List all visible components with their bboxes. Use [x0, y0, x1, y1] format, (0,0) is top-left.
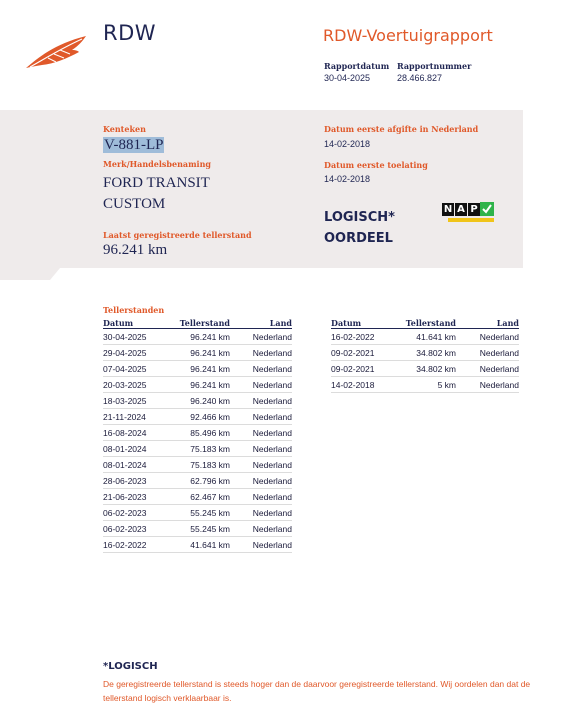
- last-odometer-label: Laatst geregistreerde tellerstand: [103, 230, 252, 240]
- row-date: 14-02-2018: [331, 377, 403, 393]
- footnote-title: *LOGISCH: [103, 661, 158, 672]
- report-number-label: Rapportnummer: [397, 61, 472, 71]
- row-date: 30-04-2025: [103, 329, 175, 345]
- table-row: [103, 409, 292, 425]
- row-odometer: 62.467 km: [175, 489, 230, 505]
- panel-tail-decoration: [0, 268, 60, 280]
- table-row: [103, 425, 292, 441]
- table-row: [103, 393, 292, 409]
- row-date: 29-04-2025: [103, 345, 175, 361]
- table-row: [331, 377, 519, 393]
- row-odometer: 75.183 km: [175, 457, 230, 473]
- row-country: Nederland: [230, 409, 292, 425]
- plate-number: V-881-LP: [104, 137, 164, 153]
- row-odometer: 96.241 km: [175, 345, 230, 361]
- odometer-table-right: [331, 317, 519, 393]
- last-odometer-value: 96.241 km: [103, 242, 168, 258]
- row-date: 06-02-2023: [103, 521, 175, 537]
- row-date: 06-02-2023: [103, 505, 175, 521]
- row-country: Nederland: [230, 473, 292, 489]
- first-issue-nl-label: Datum eerste afgifte in Nederland: [324, 124, 479, 134]
- table-row: [103, 345, 292, 361]
- row-odometer: 55.245 km: [175, 521, 230, 537]
- nap-letter-a: A: [455, 203, 467, 216]
- row-odometer: 85.496 km: [175, 425, 230, 441]
- row-odometer: 62.796 km: [175, 473, 230, 489]
- col-land-header: Land: [230, 317, 292, 329]
- row-country: Nederland: [230, 425, 292, 441]
- table-row: [103, 537, 292, 553]
- row-date: 09-02-2021: [331, 345, 403, 361]
- row-date: 28-06-2023: [103, 473, 175, 489]
- table-row: [103, 457, 292, 473]
- row-country: Nederland: [230, 489, 292, 505]
- odometer-judgement: [324, 207, 395, 249]
- row-country: Nederland: [230, 377, 292, 393]
- first-admission-label: Datum eerste toelating: [324, 160, 428, 170]
- row-date: 21-11-2024: [103, 409, 175, 425]
- odometer-table-left: [103, 317, 292, 553]
- nap-logo: [442, 203, 494, 223]
- nap-letter-n: N: [443, 204, 453, 215]
- row-date: 20-03-2025: [103, 377, 175, 393]
- judgement-line-1: LOGISCH*: [324, 210, 395, 225]
- row-country: Nederland: [456, 377, 519, 393]
- make-line-2: CUSTOM: [103, 196, 166, 212]
- row-odometer: 92.466 km: [175, 409, 230, 425]
- odometer-section-title: Tellerstanden: [103, 305, 165, 315]
- brand-name: RDW: [103, 21, 157, 45]
- table-row: [331, 329, 519, 345]
- rdw-feather-logo-icon: [24, 34, 90, 70]
- row-odometer: 96.240 km: [175, 393, 230, 409]
- table-header-row: [331, 317, 519, 329]
- report-date-label: Rapportdatum: [324, 61, 390, 71]
- nap-letter-p: P: [468, 203, 480, 216]
- table-row: [103, 473, 292, 489]
- table-row: [103, 361, 292, 377]
- make-line-1: FORD TRANSIT: [103, 175, 210, 191]
- row-country: Nederland: [230, 505, 292, 521]
- odometer-table-left-body: [103, 329, 292, 553]
- row-odometer: 75.183 km: [175, 441, 230, 457]
- row-odometer: 41.641 km: [175, 537, 230, 553]
- table-header-row: [103, 317, 292, 329]
- row-date: 08-01-2024: [103, 457, 175, 473]
- report-date: 30-04-2025: [324, 73, 371, 83]
- plate-value: [103, 137, 164, 154]
- row-odometer: 34.802 km: [403, 345, 456, 361]
- row-country: Nederland: [230, 457, 292, 473]
- table-row: [103, 521, 292, 537]
- row-country: Nederland: [230, 329, 292, 345]
- col-date-header: Datum: [103, 317, 175, 329]
- report-title: RDW-Voertuigrapport: [323, 26, 493, 45]
- first-admission-value: 14-02-2018: [324, 174, 371, 184]
- row-odometer: 55.245 km: [175, 505, 230, 521]
- row-country: Nederland: [230, 393, 292, 409]
- row-odometer: 96.241 km: [175, 377, 230, 393]
- row-date: 09-02-2021: [331, 361, 403, 377]
- row-odometer: 34.802 km: [403, 361, 456, 377]
- row-date: 18-03-2025: [103, 393, 175, 409]
- row-country: Nederland: [230, 537, 292, 553]
- col-date-header: Datum: [331, 317, 403, 329]
- row-country: Nederland: [230, 521, 292, 537]
- plate-label: Kenteken: [103, 124, 146, 134]
- row-country: Nederland: [230, 361, 292, 377]
- row-date: 16-02-2022: [331, 329, 403, 345]
- row-date: 16-08-2024: [103, 425, 175, 441]
- col-land-header: Land: [456, 317, 519, 329]
- report-number: 28.466.827: [397, 73, 443, 83]
- table-row: [103, 377, 292, 393]
- table-row: [103, 329, 292, 345]
- row-date: 21-06-2023: [103, 489, 175, 505]
- row-odometer: 96.241 km: [175, 361, 230, 377]
- make-label: Merk/Handelsbenaming: [103, 159, 212, 169]
- col-km-header: Tellerstand: [175, 317, 230, 329]
- row-odometer: 96.241 km: [175, 329, 230, 345]
- first-issue-nl-value: 14-02-2018: [324, 139, 371, 149]
- row-country: Nederland: [456, 361, 519, 377]
- row-country: Nederland: [456, 345, 519, 361]
- row-date: 08-01-2024: [103, 441, 175, 457]
- check-icon: [480, 202, 494, 216]
- footnote-text: De geregistreerde tellerstand is steeds hoger dan de daarvoor geregistreerde tellerstand. Wij oordelen dan dat de tellerstand logisch verklaarbaar is.: [103, 679, 531, 703]
- table-row: [103, 489, 292, 505]
- row-date: 16-02-2022: [103, 537, 175, 553]
- table-row: [331, 361, 519, 377]
- row-country: Nederland: [230, 345, 292, 361]
- row-date: 07-04-2025: [103, 361, 175, 377]
- row-country: Nederland: [230, 441, 292, 457]
- row-odometer: 5 km: [403, 377, 456, 393]
- nap-bar: [448, 218, 494, 222]
- odometer-table-right-body: [331, 329, 519, 393]
- table-row: [331, 345, 519, 361]
- table-row: [103, 441, 292, 457]
- row-odometer: 41.641 km: [403, 329, 456, 345]
- row-country: Nederland: [456, 329, 519, 345]
- table-row: [103, 505, 292, 521]
- judgement-line-2: OORDEEL: [324, 231, 393, 246]
- col-km-header: Tellerstand: [403, 317, 456, 329]
